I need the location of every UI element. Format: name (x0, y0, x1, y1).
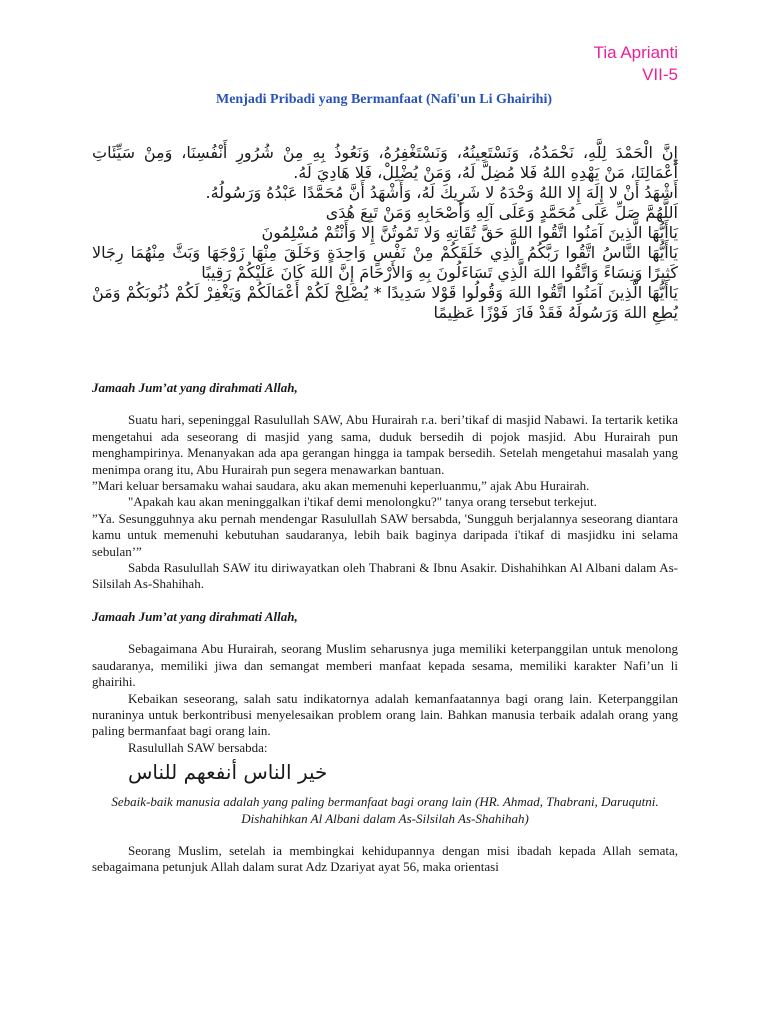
section-heading: Jamaah Jum’at yang dirahmati Allah, (92, 380, 298, 395)
paragraph: ”Ya. Sesungguhnya aku pernah mendengar Rasulullah SAW bersabda, 'Sungguh berjalannya seseorang diantara kamu untuk memenuhi kebutuhan saudaranya, lebih baik baginya daripada i'tikaf di masjidku ini selama sebulan’” (92, 510, 678, 559)
arabic-line: يَاأَيُّهَا الَّذِينَ آمَنُوا اتَّقُوا اللهَ حَقَّ تُقَاتِهِ وَلا تَمُوتُنَّ إِلا وَأَنْتُمْ مُسْلِمُونَ (261, 223, 678, 242)
paragraph: Suatu hari, sepeninggal Rasulullah SAW, Abu Hurairah r.a. beri’tikaf di masjid Nabawi. Ia tertarik ketika mengetahui ada seseorang di masjid yang sama, duduk bersedih di pojok masjid. Abu Hurairah pun menghampirinya. Menanyakan ada apa gerangan hingga ia tampak bersedih. Setelah mengetahui masalah yang menimpa orang itu, Abu Hurairah pun segera menawarkan bantuan. (92, 412, 678, 477)
arabic-line: اَللَّهُمَّ صَلِّ عَلَى مُحَمَّدٍ وَعَلَى آلِهِ وَأَصْحَابِهِ وَمَنْ تَبِعَ هُدَى (325, 203, 678, 222)
paragraph: Rasulullah SAW bersabda: (128, 739, 268, 755)
document-body (92, 380, 678, 876)
author-class: VII-5 (642, 65, 678, 84)
paragraph: Seorang Muslim, setelah ia membingkai kehidupannya dengan misi ibadah kepada Allah semata, sebagaimana petunjuk Allah dalam surat Adz Dzariyat ayat 56, maka orientasi (92, 842, 678, 875)
arabic-line: إِنَّ الْحَمْدَ لِلَّهِ، نَحْمَدُهُ، وَنَسْتَعِينُهُ، وَنَسْتَغْفِرُهُ، وَنَعُوذُ بِهِ مِنْ شُرُورِ أَنْفُسِنَا، وَمِنْ سَيِّئَاتِ أَعْمَالِنَا، مَنْ يَهْدِهِ اللهُ فَلا مُضِلَّ لَهُ، وَمَنْ يُضْلِلْ، فَلا هَادِيَ لَهُ. (92, 143, 678, 182)
paragraph: "Apakah kau akan meninggalkan i'tikaf demi menolongku?" tanya orang tersebut terkejut. (128, 494, 597, 510)
author-block (594, 42, 678, 86)
paragraph: Kebaikan seseorang, salah satu indikatornya adalah kemanfaatannya bagi orang lain. Keterpanggilan nuraninya untuk berkontribusi menyelesaikan problem orang lain. Bahkan manusia terbaik adalah orang yang paling bermanfaat bagi orang lain. (92, 690, 678, 739)
hadith-arabic: خير الناس أنفعهم للناس (128, 760, 328, 785)
hadith-translation: Sebaik-baik manusia adalah yang paling bermanfaat bagi orang lain (HR. Ahmad, Thabrani, Daruqutni. Dishahihkan Al Albani dalam As-Silsilah As-Shahihah) (111, 794, 659, 826)
section-heading: Jamaah Jum’at yang dirahmati Allah, (92, 608, 298, 624)
paragraph: Sabda Rasulullah SAW itu diriwayatkan oleh Thabrani & Ibnu Asakir. Dishahihkan Al Albani dalam As-Silsilah As-Shahihah. (92, 560, 678, 592)
arabic-line: يَاأَيُّهَا النَّاسُ اتَّقُوا رَبَّكُمُ الَّذِي خَلَقَكُمْ مِنْ نَفْسٍ وَاحِدَةٍ وَخَلَقَ مِنْهَا زَوْجَهَا وَبَثَّ مِنْهُمَا رِجَالا كَثِيرًا وَنِسَاءً وَاتَّقُوا اللهَ الَّذِي تَسَاءَلُونَ بِهِ وَالأَرْحَامَ إِنَّ اللهَ كَانَ عَلَيْكُمْ رَقِيبًا (92, 243, 678, 282)
arabic-line: أَشْهَدُ أَنْ لا إِلَهَ إِلا اللهُ وَحْدَهُ لا شَرِيكَ لَهُ، وَأَشْهَدُ أَنَّ مُحَمَّدًا عَبْدُهُ وَرَسُولُهُ. (205, 183, 678, 202)
author-name: Tia Aprianti (593, 43, 678, 62)
page-title: Menjadi Pribadi yang Bermanfaat (Nafi'un Li Ghairihi) (215, 92, 552, 107)
arabic-line: يَاأَيُّهَا الَّذِينَ آمَنُوا اتَّقُوا اللهَ وَقُولُوا قَوْلا سَدِيدًا * يُصْلِحْ لَكُمْ أَعْمَالَكُمْ وَيَغْفِرْ لَكُمْ ذُنُوبَكُمْ وَمَنْ يُطِعِ اللهَ وَرَسُولَهُ فَقَدْ فَازَ فَوْزًا عَظِيمًا (92, 283, 678, 322)
paragraph: Sebagaimana Abu Hurairah, seorang Muslim seharusnya juga memiliki keterpanggilan untuk menolong saudaranya, memiliki jiwa dan semangat memberi manfaat kepada sesama, memiliki karakter Nafi’un li ghairihi. (92, 641, 678, 690)
arabic-opening (92, 143, 678, 323)
paragraph: ”Mari keluar bersamaku wahai saudara, aku akan memenuhi keperluanmu,” ajak Abu Hurairah. (92, 478, 590, 494)
